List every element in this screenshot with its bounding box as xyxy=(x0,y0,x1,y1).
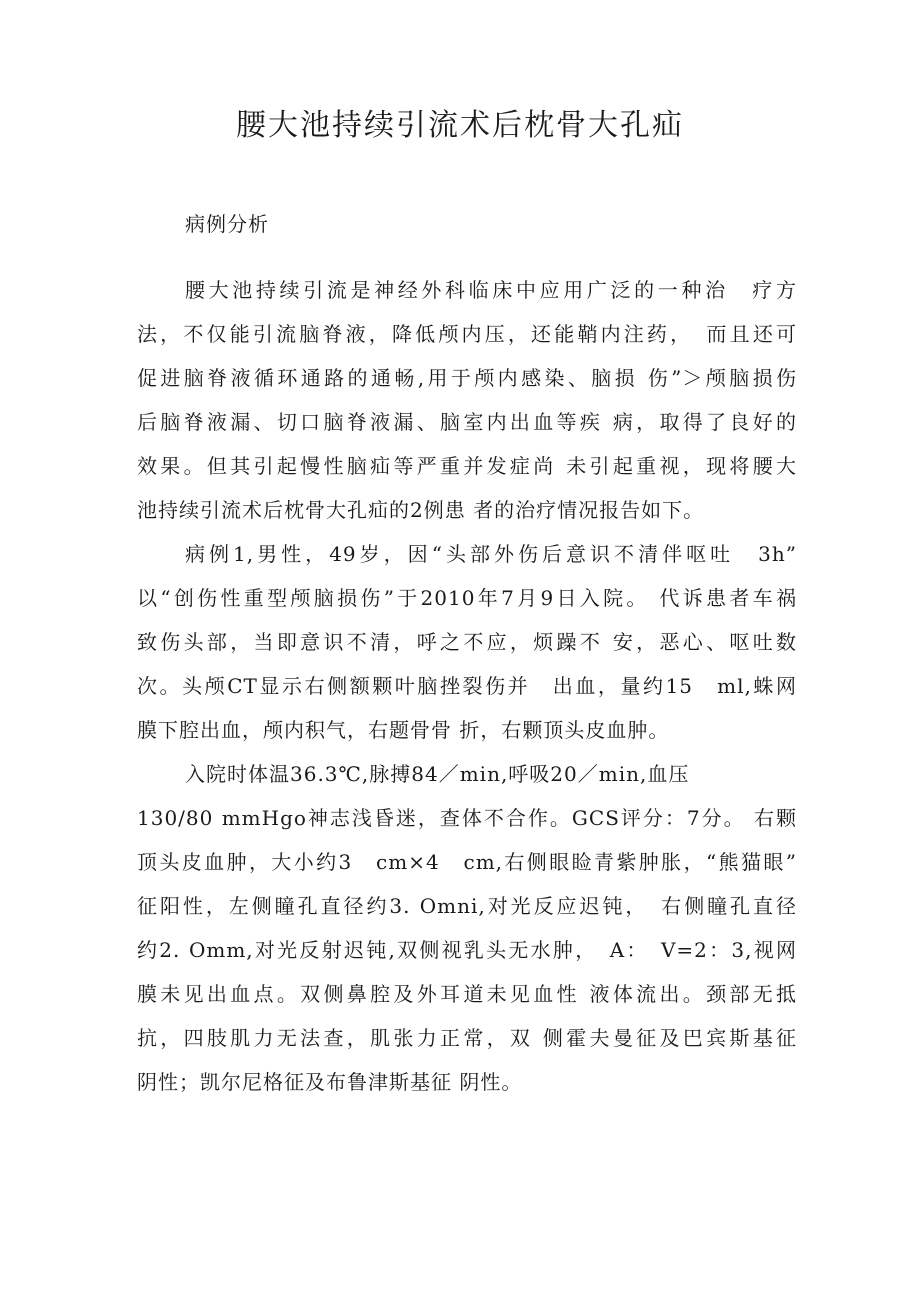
paragraph-line: 130/80 mmHgo神志浅昏迷，查体不合作。GCS评分：7分。 右颗 xyxy=(137,806,797,830)
paragraph-line: 膜下腔出血，颅内积气，右题骨骨 折，右颗顶头皮血肿。 xyxy=(137,718,670,742)
section-label: 病例分析 xyxy=(185,212,269,236)
paragraph-line: 效果。但其引起慢性脑疝等严重并发症尚 未引起重视，现将腰大 xyxy=(137,454,797,478)
paragraph-line: 阴性；凯尔尼格征及布鲁津斯基征 阴性。 xyxy=(137,1070,523,1094)
paragraph-line: 入院时体温36.3℃,脉搏84／min,呼吸20／min,血压 xyxy=(185,762,690,786)
paragraph-line: 次。头颅CT显示右侧额颗叶脑挫裂伤并 出血，量约15 ml,蛛网 xyxy=(137,674,797,698)
paragraph-line: 致伤头部，当即意识不清，呼之不应，烦躁不 安，恶心、呕吐数 xyxy=(137,630,797,654)
paragraph-intro xyxy=(137,268,797,532)
paragraph-line: 促进脑脊液循环通路的通畅,用于颅内感染、脑损 伤”＞颅脑损伤 xyxy=(137,366,797,390)
paragraph-line: 以“创伤性重型颅脑损伤”于2010年7月9日入院。 代诉患者车祸 xyxy=(137,586,797,610)
paragraph-line: 征阳性，左侧瞳孔直径约3. Omni,对光反应迟钝， 右侧瞳孔直径 xyxy=(137,894,797,918)
paragraph-line: 膜未见出血点。双侧鼻腔及外耳道未见血性 液体流出。颈部无抵 xyxy=(137,982,797,1006)
paragraph-spacer xyxy=(137,246,797,268)
paragraph-line: 法，不仅能引流脑脊液，降低颅内压，还能鞘内注药， 而且还可 xyxy=(137,322,797,346)
paragraph-admission-exam xyxy=(137,752,797,1104)
paragraph-line: 顶头皮血肿，大小约3 cm×4 cm,右侧眼睑青紫肿胀，“熊猫眼” xyxy=(137,850,797,874)
paragraph-line: 后脑脊液漏、切口脑脊液漏、脑室内出血等疾 病，取得了良好的 xyxy=(137,410,797,434)
document-title: 腰大池持续引流术后枕骨大孔疝 xyxy=(236,108,684,143)
document-body xyxy=(137,202,797,1104)
paragraph-line: 病例1,男性，49岁，因“头部外伤后意识不清伴呕吐 3h” xyxy=(185,542,797,566)
paragraph-case-1 xyxy=(137,532,797,752)
paragraph-line: 约2. Omm,对光反射迟钝,双侧视乳头无水肿， A： V=2：3,视网 xyxy=(137,938,797,962)
paragraph-line: 腰大池持续引流是神经外科临床中应用广泛的一种治 疗方 xyxy=(185,278,797,302)
paragraph-line: 池持续引流术后枕骨大孔疝的2例患 者的治疗情况报告如下。 xyxy=(137,498,705,522)
paragraph-line: 抗，四肢肌力无法查，肌张力正常，双 侧霍夫曼征及巴宾斯基征 xyxy=(137,1026,797,1050)
